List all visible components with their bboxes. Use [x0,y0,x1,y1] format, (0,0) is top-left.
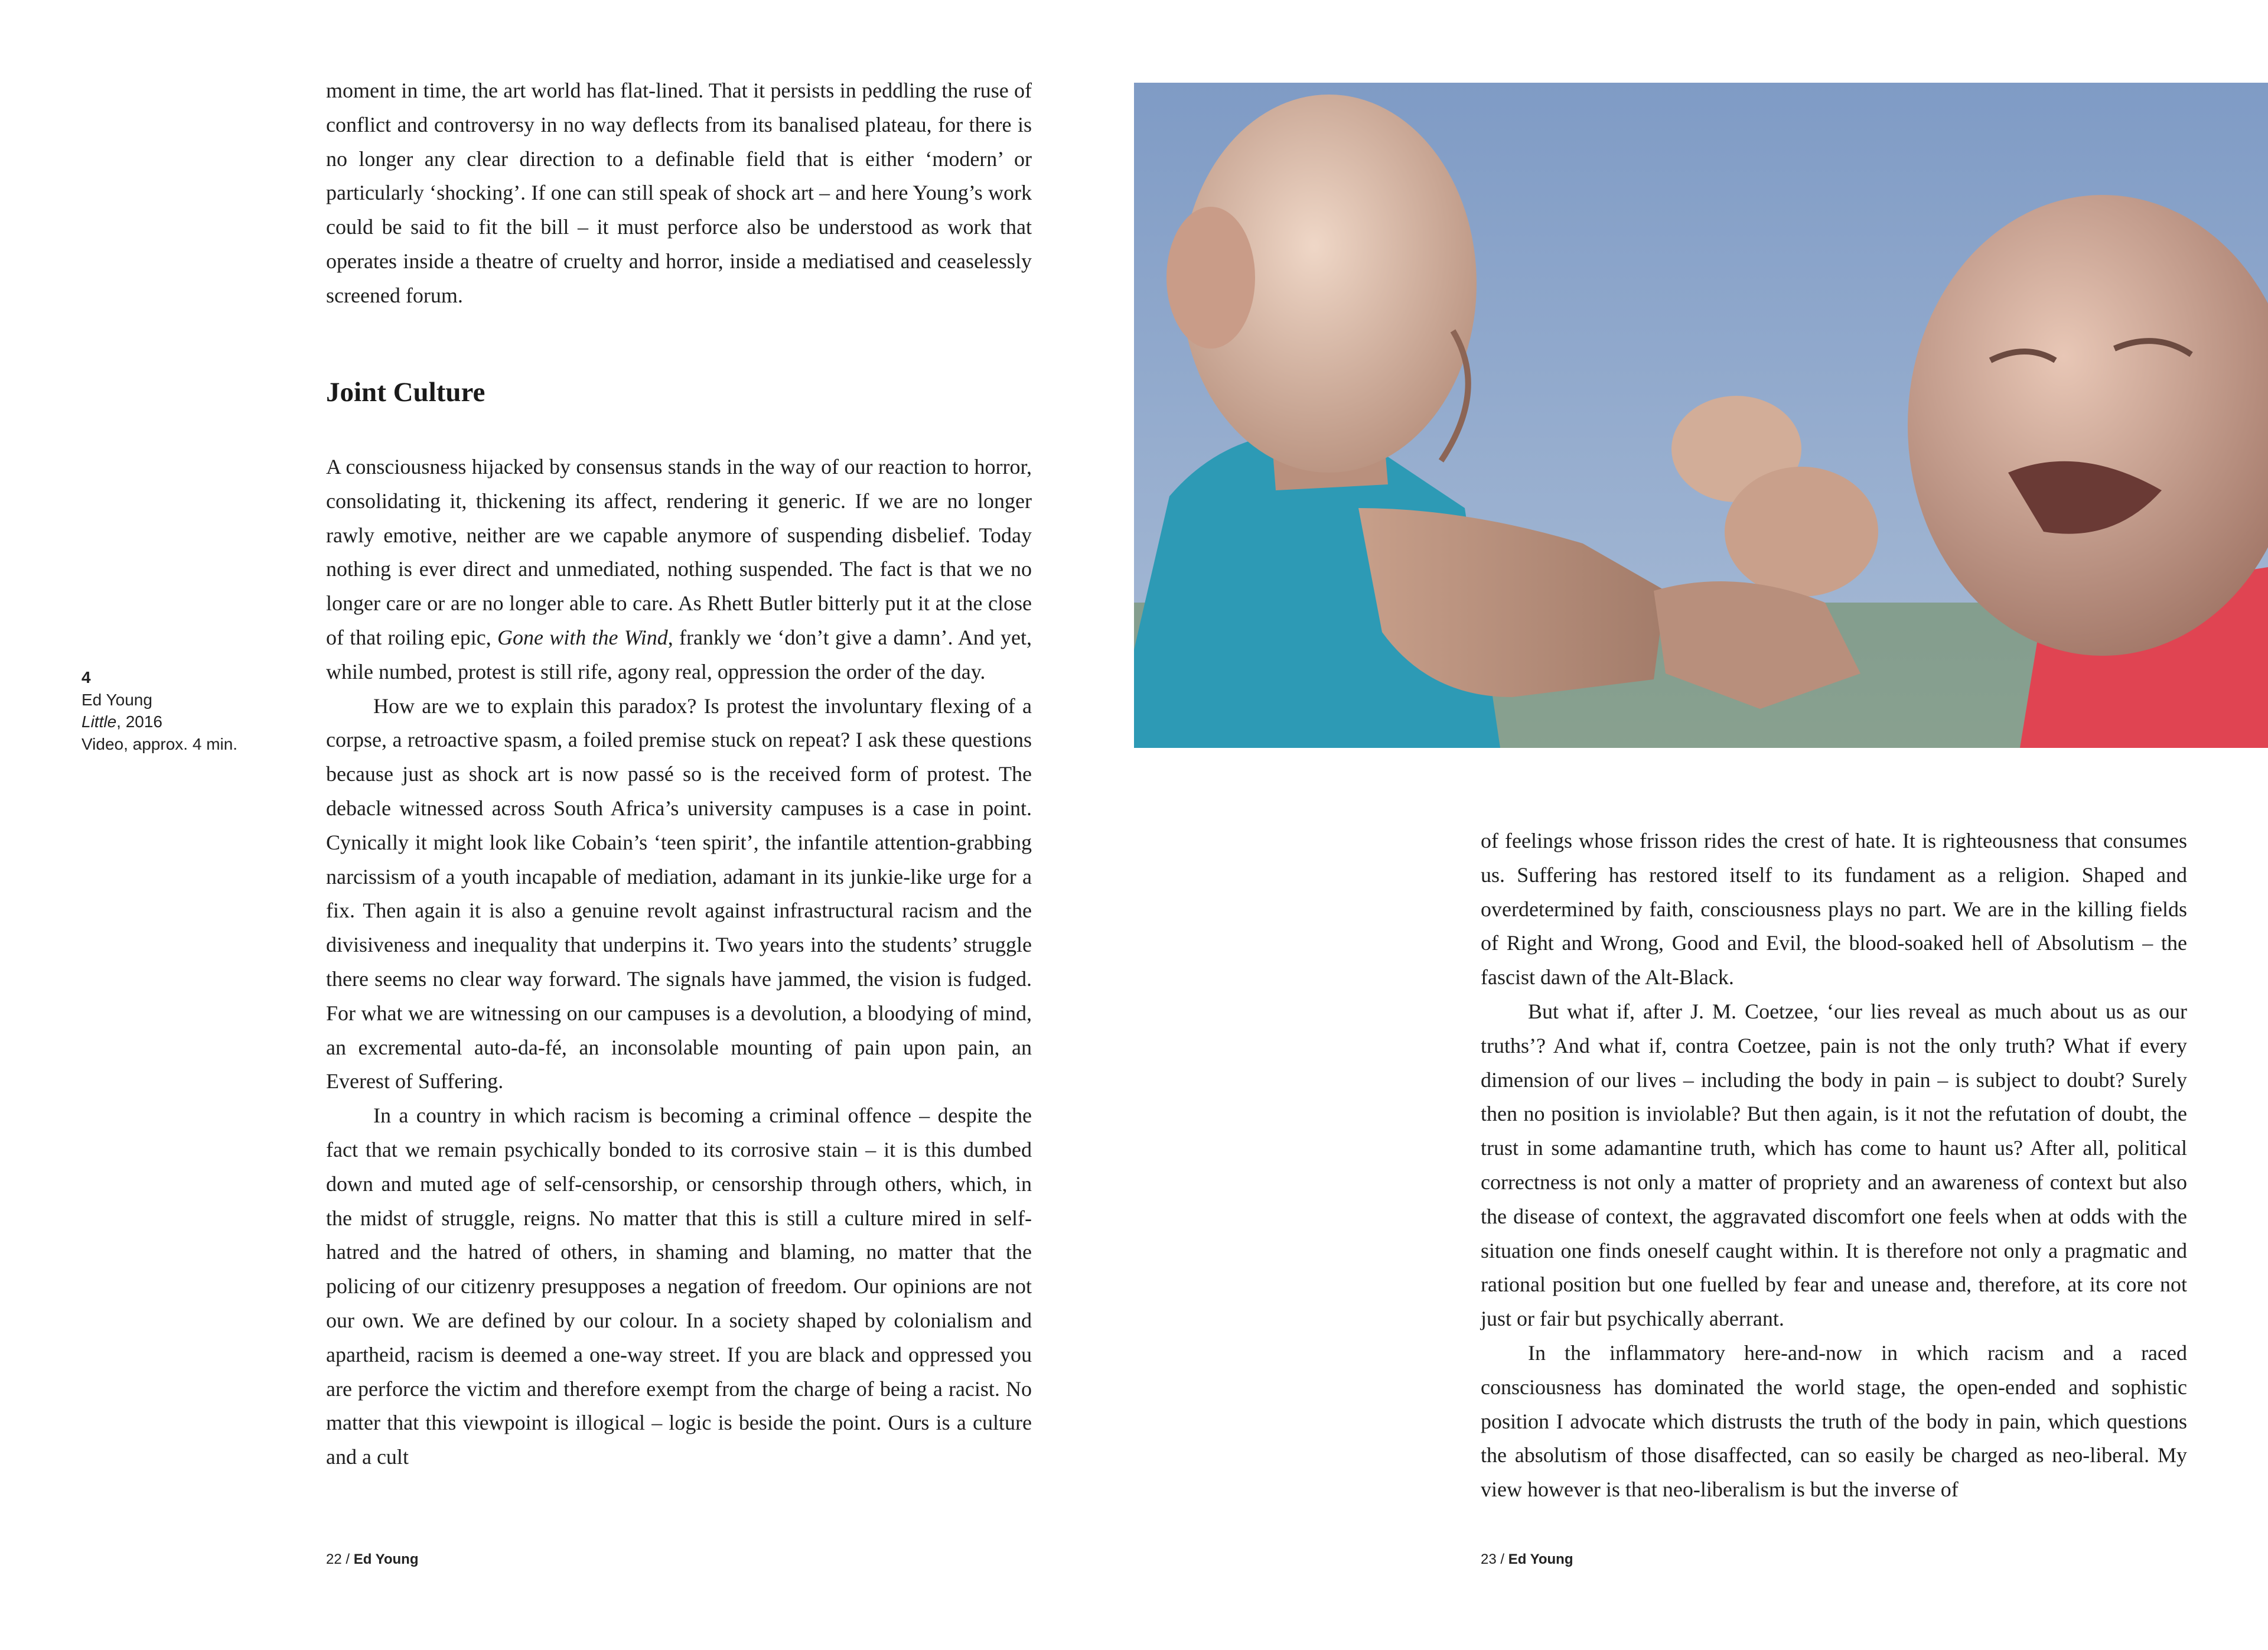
paragraph: In a country in which racism is becoming a criminal offence – despite the fact that we remain psychically bonded to its corrosive stain – it is this dumbed down and muted age of self-censorship, or censorship through others, which, in the midst of struggle, reigns. No matter that this is still a culture mired in self-hatred and the hatred of others, in shaming and blaming, no matter that the policing of our citizenry presupposes a negation of freedom. Our opinions are not our own. We are defined by our colour. In a society shaped by colonialism and apartheid, racism is deemed a one-way street. If you are black and oppressed you are perforce the victim and therefore exempt from the charge of being a racist. No matter that this viewpoint is illogical – logic is beside the point. Ours is a culture and a cult [326,1104,1032,1469]
fist-right [1725,467,1878,597]
paragraph: But what if, after J. M. Coetzee, ‘our lies reveal as much about us as our truths’? And what if, contra Coetzee, pain is not the only truth? What if every dimension of our lives – including the body in pain – is subject to doubt? Surely then no position is inviolable? But then again, is it not the refutation of doubt, the trust in some adamantine truth, which has come to haunt us? After all, political correctness is not only a matter of propriety and an awareness of context but also the disease of context, the aggravated discomfort one feels when at odds with the situation one finds oneself caught within. It is therefore not only a pragmatic and rational position but one fuelled by fear and unease and, therefore, at its core not just or fair but psychically aberrant. [1481,999,2187,1331]
paragraph-text: A consciousness hijacked by consensus stands in the way of our reaction to horror, consolidating it, thickening its affect, rendering it generic. If we are no longer rawly emotive, neither are we capable anymore of suspending disbelief. Today nothing is ever direct and unmediated, nothing suspended. The fact is that we no longer care or are no longer able to care. As Rhett Butler bitterly put it at the close of that roiling epic, [326,455,1032,649]
opening-paragraph [326,74,1032,313]
page-number: 23 / [1481,1551,1508,1567]
caption-medium: Video, approx. 4 min. [82,734,238,753]
caption-year: , 2016 [116,712,163,731]
paragraph: In the inflammatory here-and-now in which racism and a raced consciousness has dominated the world stage, the open-ended and sophistic position I advocate which distrusts the truth of the body in pain, which questions the absolutism of those disaffected, can so easily be charged as neo-liberal. My view however is that neo-liberalism is but the inverse of [1481,1340,2187,1502]
figure-number: 4 [82,668,91,686]
right-body-text [1481,824,2187,1507]
running-name: Ed Young [353,1551,419,1567]
caption-title: Little [82,712,117,731]
left-body-text [326,450,1032,1475]
paragraph: of feelings whose frisson rides the crest of hate. It is righteousness that consumes us. Suffering has restored itself to its fundament as a religion. Shaped and overdetermined by faith, consciousness plays no part. We are in the killing fields of Right and Wrong, Good and Evil, the blood-soaked hell of Absolutism – the fascist dawn of the Alt-Black. [1481,829,2187,990]
page-number: 22 / [326,1551,354,1567]
paragraph: How are we to explain this paradox? Is protest the involuntary flexing of a corpse, a retroactive spasm, a foiled premise stuck on repeat? I ask these questions because just as shock art is now passé so is the received form of protest. The debacle witnessed across South Africa’s university campuses is a case in point. Cynically it might look like Cobain’s ‘teen spirit’, the infantile attention-grabbing narcissism of a youth incapable of mediation, adamant in its junkie-like urge for a fix. Then again it is also a genuine revolt against infrastructural racism and the divisiveness and inequality that underpins it. Two years into the students’ struggle there seems no clear way forward. The signals have jammed, the vision is fudged. For what we are witnessing on our campuses is a devolution, a bloodying of mind, an excremental auto-da-fé, an inconsolable mounting of pain upon pain, an Everest of Suffering. [326,694,1032,1094]
caption-work [82,711,237,733]
page-footer-right [1481,1551,1573,1568]
left-ear [1166,207,1255,349]
running-name: Ed Young [1508,1551,1573,1567]
caption-artist: Ed Young [82,690,152,709]
paragraph-text: , frankly we ‘don’t give a damn’. And yet, while numbed, protest is still rife, agony real, oppression the order of the day. [326,625,1032,684]
paragraph [326,450,1032,689]
video-still-photo [1134,83,2268,748]
film-title: Gone with the Wind [497,625,668,649]
figure-caption [82,666,237,755]
photo-illustration [1134,83,2268,748]
section-heading: Joint Culture [326,377,485,408]
opening-paragraph-text: moment in time, the art world has flat-lined. That it persists in peddling the ruse of conflict and controversy in no way deflects from its banalised plateau, for there is no longer any clear direction to a definable field that is either ‘modern’ or particularly ‘shocking’. If one can still speak of shock art – and here Young’s work could be said to fit the bill – it must perforce also be understood as work that operates inside a theatre of cruelty and horror, inside a mediatised and ceaselessly screened forum. [326,79,1032,307]
page-footer-left [326,1551,418,1568]
